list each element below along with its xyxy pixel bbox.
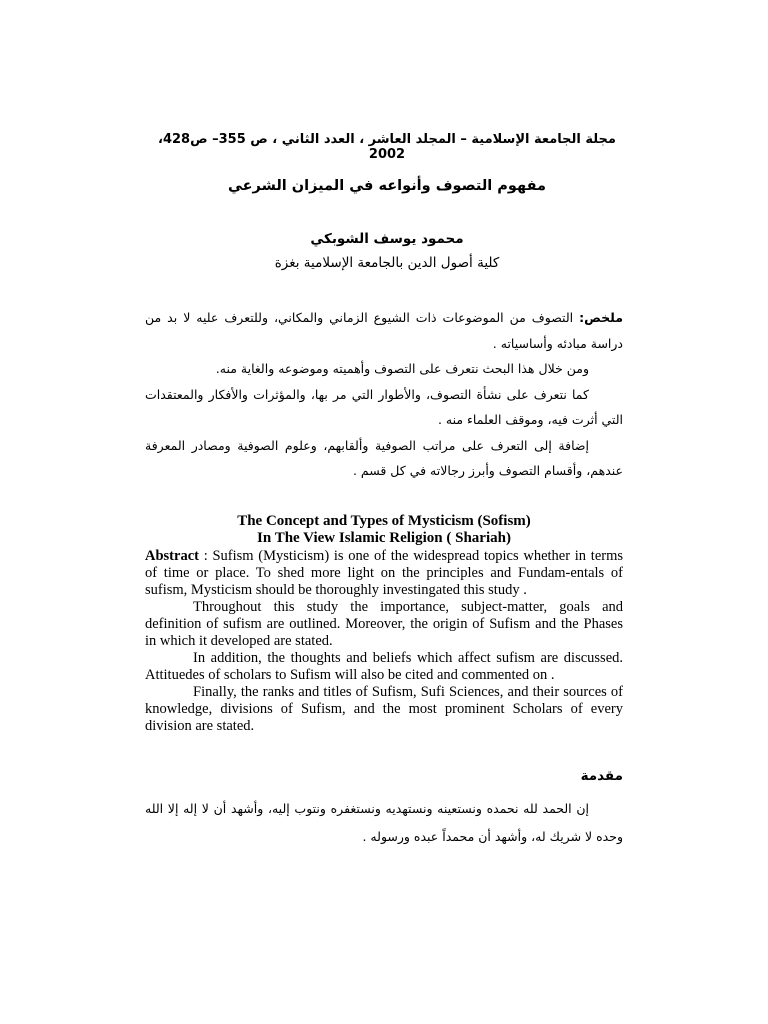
english-abstract-paragraph: Throughout this study the importance, subject-matter, goals and definition of sufism are outlined. Moreover, the origin of Sufism and the Phases in which it developed are stated.	[145, 599, 623, 649]
introduction-heading: مقدمة	[580, 768, 623, 784]
english-title	[145, 513, 623, 547]
arabic-abstract-paragraph: ملخص: التصوف من الموضوعات ذات الشيوع الزماني والمكاني، وللتعرف عليه لا بد من دراسة مبادئه وأساسياته .	[145, 310, 623, 351]
author-name: محمود يوسف الشوبكي	[310, 231, 464, 247]
english-title-line: The Concept and Types of Mysticism (Sofism)	[237, 513, 531, 529]
author-affiliation: كلية أصول الدين بالجامعة الإسلامية بغزة	[274, 255, 500, 271]
journal-citation: مجلة الجامعة الإسلامية – المجلد العاشر ، العدد الثاني ، ص 355– ص428، 2002	[158, 132, 616, 162]
introduction-paragraph: إن الحمد لله نحمده ونستعينه ونستهديه ونستغفره ونتوب إليه، وأشهد أن لا إله إلا الله وحده لا شريك له، وأشهد أن محمداً عبده ورسوله .	[145, 801, 623, 844]
english-abstract	[145, 548, 623, 735]
english-title-line: In The View Islamic Religion ( Shariah)	[257, 530, 511, 546]
english-abstract-paragraph: In addition, the thoughts and beliefs which affect sufism are discussed. Attituedes of scholars to Sufism will also be cited and commented on .	[145, 650, 623, 683]
english-abstract-paragraph: Abstract : Sufism (Mysticism) is one of the widespread topics whether in terms of time or place. To shed more light on the principles and Fundam-entals of sufism, Mysticism should be thoroughly investingated this study .	[145, 548, 623, 598]
arabic-abstract-label: ملخص:	[579, 310, 623, 325]
introduction-body	[145, 795, 623, 851]
arabic-abstract-paragraph: إضافة إلى التعرف على مراتب الصوفية وألقابهم، وعلوم الصوفية ومصادر المعرفة عندهم، وأقسام التصوف وأبرز رجالاته في كل قسم .	[145, 437, 623, 478]
english-abstract-paragraph: Finally, the ranks and titles of Sufism, Sufi Sciences, and their sources of knowledge, divisions of Sufism, and the most prominent Scholars of every division are stated.	[145, 684, 623, 734]
arabic-abstract-paragraph: كما نتعرف على نشأة التصوف، والأطوار التي مر بها، والمؤثرات والأفكار والمعتقدات التي أثرت فيه، وموقف العلماء منه .	[145, 386, 623, 427]
arabic-abstract-paragraph: ومن خلال هذا البحث نتعرف على التصوف وأهميته وموضوعه والغاية منه.	[215, 361, 589, 376]
english-abstract-label: Abstract	[145, 548, 199, 564]
arabic-title: مفهوم التصوف وأنواعه في الميزان الشرعي	[227, 178, 547, 194]
arabic-abstract	[145, 305, 623, 484]
